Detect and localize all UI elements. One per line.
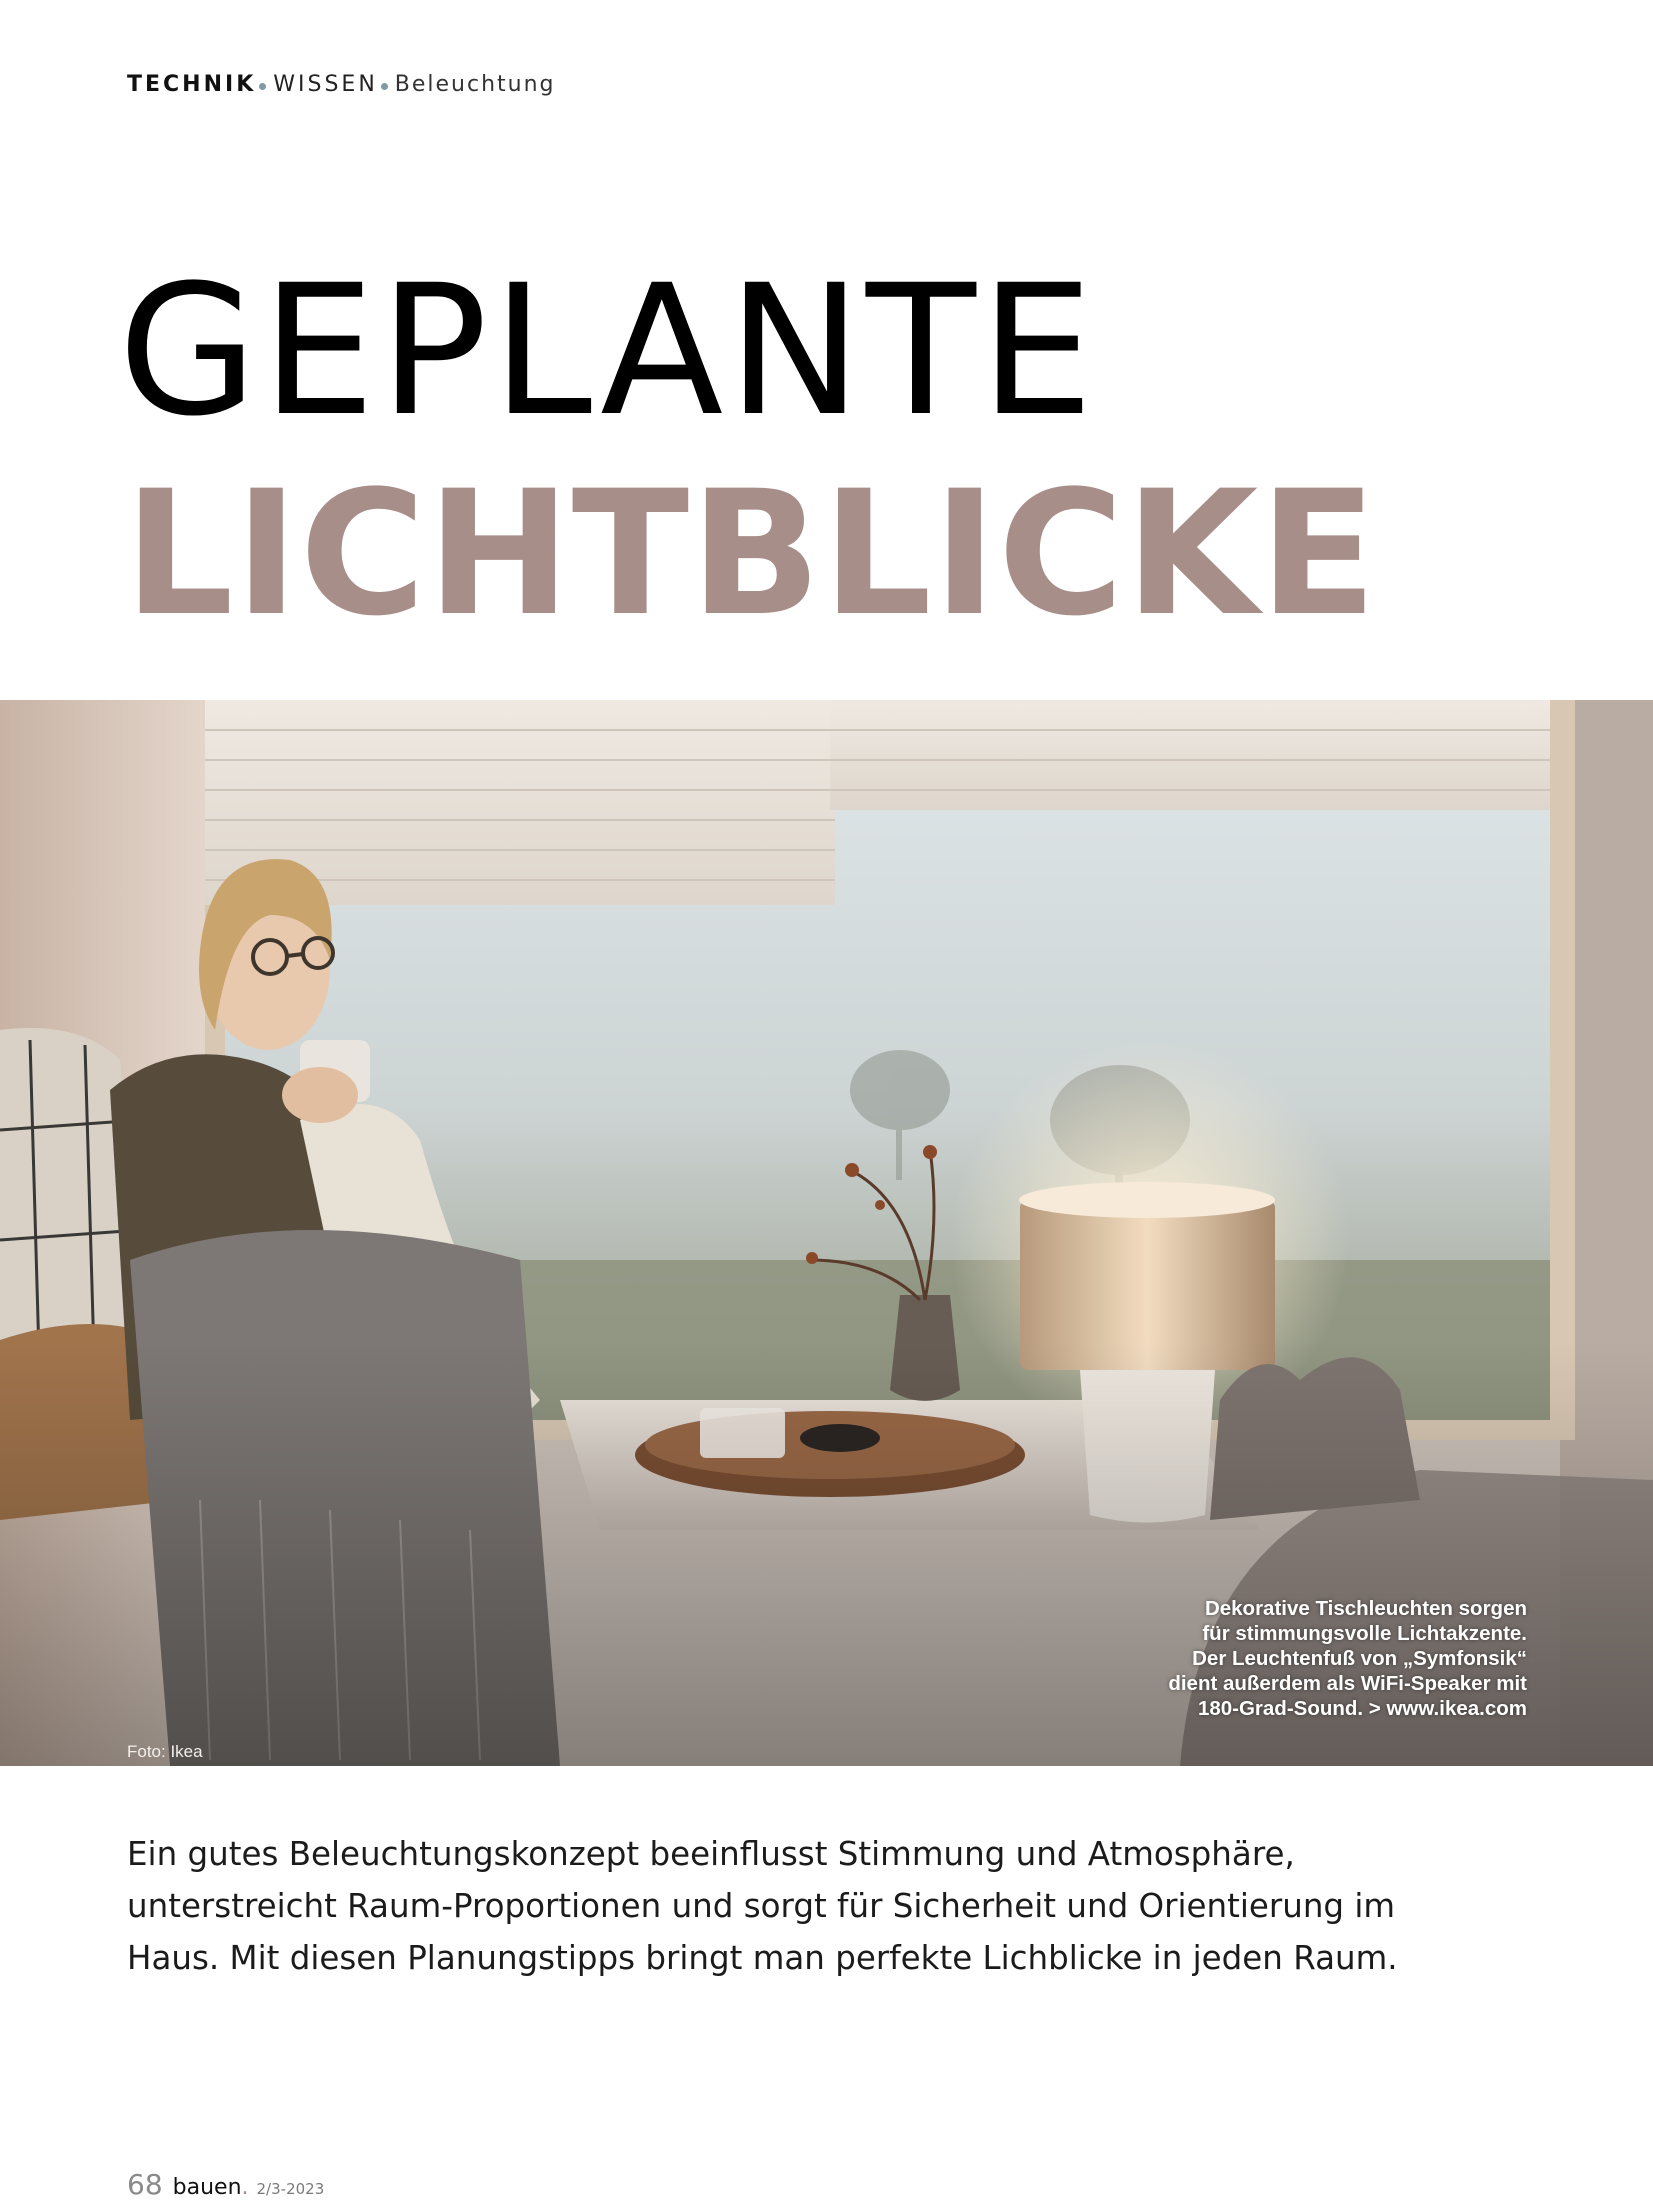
breadcrumb-separator-dot — [259, 83, 266, 90]
issue-number: 2/3-2023 — [256, 2180, 325, 2198]
magazine-name: bauen — [172, 2175, 242, 2200]
headline-line-1: GEPLANTE — [118, 247, 1098, 456]
photo-caption — [1097, 1596, 1527, 1721]
breadcrumb-subsection: WISSEN — [273, 72, 378, 97]
caption-line: 180-Grad-Sound. > www.ikea.com — [1197, 1697, 1527, 1720]
page-number: 68 — [127, 2168, 163, 2201]
page-footer — [127, 2168, 324, 2201]
breadcrumb-section: TECHNIK — [127, 72, 257, 97]
intro-line: unterstreicht Raum-Proportionen und sorgt für Sicherheit und Orientierung im — [127, 1887, 1396, 1925]
breadcrumb-topic: Beleuchtung — [394, 72, 556, 97]
photo-credit: Foto: Ikea — [127, 1742, 203, 1761]
caption-line: Dekorative Tischleuchten sorgen — [1204, 1597, 1527, 1620]
caption-line: dient außerdem als WiFi-Speaker mit — [1168, 1672, 1527, 1695]
intro-paragraph — [127, 1828, 1547, 1984]
intro-line: Haus. Mit diesen Planungstipps bringt man perfekte Lichblicke in jeden Raum. — [127, 1939, 1398, 1977]
breadcrumb — [127, 72, 556, 102]
breadcrumb-separator-dot — [381, 83, 388, 90]
magazine-dot: . — [241, 2175, 249, 2200]
hero-photo — [0, 700, 1653, 1766]
headline-line-2: LICHTBLICKE — [124, 453, 1378, 654]
intro-line: Ein gutes Beleuchtungskonzept beeinflusst Stimmung und Atmosphäre, — [127, 1835, 1295, 1873]
caption-line: Der Leuchtenfuß von „Symfonsik“ — [1192, 1647, 1527, 1670]
caption-line: für stimmungsvolle Lichtakzente. — [1202, 1622, 1527, 1645]
